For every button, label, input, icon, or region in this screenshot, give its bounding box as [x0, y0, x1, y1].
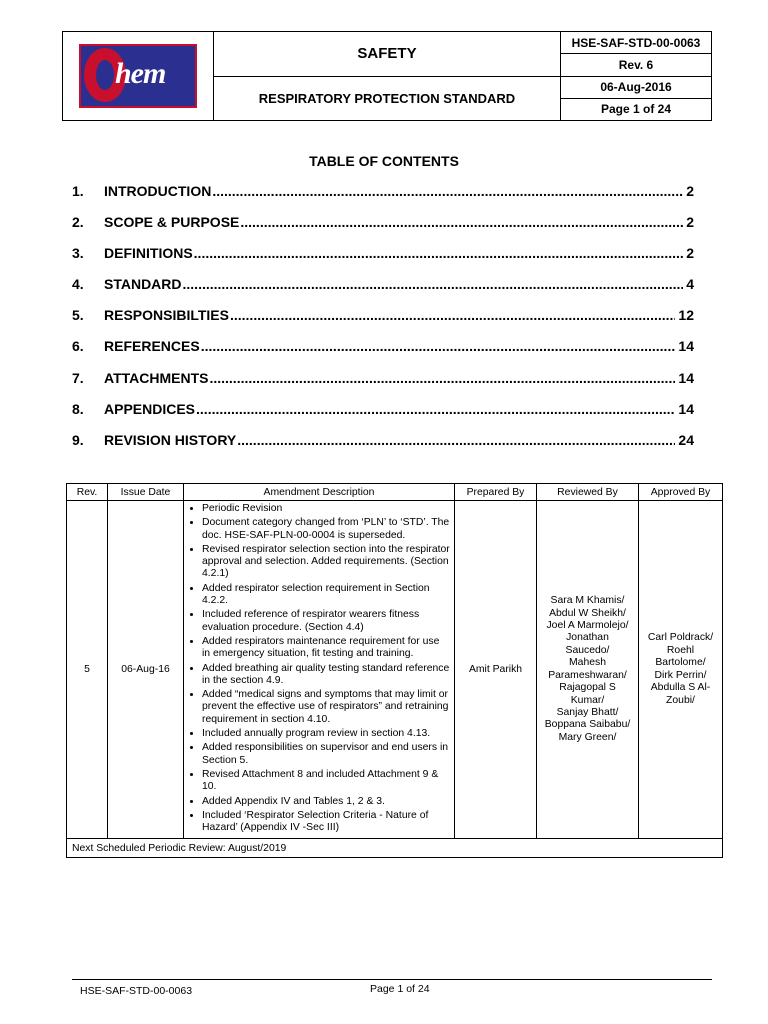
rev-cell: 5	[67, 501, 108, 839]
reviewer-name: Mary Green/	[558, 731, 617, 743]
reviewer-name: Mahesh	[569, 657, 606, 669]
amendment-item: • Included reference of respirator wearers fitness evaluation procedure. (Section 4.4)	[202, 609, 450, 634]
table-row	[67, 839, 723, 858]
toc-leader-dots	[183, 276, 684, 292]
footer-divider	[72, 979, 712, 980]
logo-cell	[63, 32, 214, 121]
toc-entry[interactable]	[72, 245, 694, 276]
toc-entry-number: 5.	[72, 307, 84, 324]
reviewer-name: Rajagopal S	[559, 682, 616, 694]
toc-leader-dots	[230, 307, 675, 323]
document-number: HSE-SAF-STD-00-0063	[561, 32, 712, 54]
toc-entry-page: 12	[678, 307, 694, 324]
toc-entry-label: INTRODUCTION	[104, 183, 212, 199]
reviewer-name: Sara M Khamis/	[550, 595, 625, 607]
toc-entry-page: 2	[686, 183, 694, 199]
footer-page-indicator: Page 1 of 24	[370, 983, 430, 995]
reviewer-name: Saucedo/	[565, 644, 610, 656]
column-header: Rev.	[67, 484, 108, 501]
amendment-item: • Added breathing air quality testing standard reference in the section 4.9.	[202, 663, 450, 688]
approver-name: Abdulla S Al-	[650, 682, 711, 694]
toc-leader-dots	[240, 214, 683, 230]
table-header-row	[67, 484, 723, 501]
document-title: RESPIRATORY PROTECTION STANDARD	[214, 76, 561, 121]
toc-entry-number: 4.	[72, 276, 84, 293]
revision-history-table	[66, 483, 723, 858]
document-header	[62, 31, 712, 121]
amendment-item: • Revised Attachment 8 and included Attachment 9 & 10.	[202, 769, 450, 794]
reviewer-name: Abdul W Sheikh/	[549, 607, 626, 619]
issue-date-cell: 06-Aug-16	[108, 501, 184, 839]
reviewer-name: Jonathan	[566, 632, 609, 644]
toc-entry-label: DEFINITIONS	[104, 245, 193, 262]
column-header: Approved By	[639, 484, 723, 501]
toc-entry-number: 3.	[72, 245, 84, 262]
toc-leader-dots	[209, 370, 675, 386]
toc-entry-label: RESPONSIBILTIES	[104, 307, 229, 324]
reviewer-name: Boppana Saibabu/	[544, 719, 631, 731]
toc-entry[interactable]	[72, 338, 694, 369]
approver-name: Dirk Perrin/	[654, 669, 707, 681]
toc-entry[interactable]	[72, 214, 694, 245]
toc-entry[interactable]	[72, 276, 694, 307]
amendment-item: • Added respirators maintenance requirement for use in emergency situation, fit testing and training.	[202, 636, 450, 661]
amendment-description-cell	[184, 501, 455, 839]
approved-by-cell	[639, 501, 723, 839]
column-header: Issue Date	[108, 484, 184, 501]
toc-entry[interactable]	[72, 432, 694, 463]
approver-name: Carl Poldrack/	[647, 632, 714, 644]
toc-entry-page: 4	[686, 276, 694, 293]
toc-entry-label: ATTACHMENTS	[104, 369, 209, 386]
approver-name: Roehl	[666, 644, 695, 656]
toc-leader-dots	[201, 338, 676, 354]
amendment-list	[186, 503, 450, 834]
toc-entry-label: APPENDICES	[104, 400, 196, 417]
table-of-contents	[72, 183, 694, 463]
amendment-item: • Document category changed from ‘PLN’ to ‘STD’. The doc. HSE-SAF-PLN-00-0004 is superseded.	[202, 517, 450, 542]
qchem-logo: hem	[79, 44, 197, 108]
page-indicator: Page 1 of 24	[561, 98, 712, 120]
toc-leader-dots	[194, 245, 684, 261]
toc-entry-page: 14	[678, 400, 694, 417]
footer-document-number: HSE-SAF-STD-00-0063	[80, 985, 193, 997]
approver-name: Bartolome/	[655, 657, 706, 669]
toc-entry-number: 8.	[72, 400, 84, 417]
table-row	[67, 501, 723, 839]
amendment-item: • Added Appendix IV and Tables 1, 2 & 3.	[202, 796, 450, 808]
reviewer-name: Sanjay Bhatt/	[556, 706, 619, 718]
toc-entry[interactable]	[72, 401, 694, 432]
next-review-cell: Next Scheduled Periodic Review: August/2019	[67, 839, 723, 858]
toc-entry-number: 1.	[72, 183, 84, 199]
toc-entry[interactable]	[72, 307, 694, 338]
toc-entry[interactable]	[72, 370, 694, 401]
revision-number: Rev. 6	[561, 54, 712, 76]
amendment-item: • Periodic Revision	[202, 503, 450, 515]
toc-entry-label: REVISION HISTORY	[104, 431, 237, 448]
toc-entry-page: 2	[686, 245, 694, 262]
toc-entry-page: 14	[678, 338, 694, 355]
reviewer-name: Parameshwaran/	[548, 669, 627, 681]
toc-entry-page: 2	[686, 214, 694, 231]
amendment-item: • Added responsibilities on supervisor and end users in Section 5.	[202, 742, 450, 767]
toc-leader-dots	[212, 183, 683, 199]
amendment-item: • Included ‘Respirator Selection Criteria - Nature of Hazard’ (Appendix IV -Sec III)	[202, 810, 450, 835]
toc-entry-label: REFERENCES	[104, 338, 200, 355]
reviewer-name: Kumar/	[570, 694, 605, 706]
toc-entry-number: 9.	[72, 431, 84, 448]
column-header: Prepared By	[455, 484, 537, 501]
amendment-item: • Added respirator selection requirement in Section 4.2.2.	[202, 583, 450, 608]
document-category: SAFETY	[214, 32, 561, 77]
toc-entry-page: 14	[678, 369, 694, 386]
amendment-item: • Included annually program review in section 4.13.	[202, 728, 450, 740]
amendment-item: • Added “medical signs and symptoms that may limit or prevent the effective use of respirators” and retraining requirement in section 4.10.	[202, 689, 450, 726]
toc-entry-number: 2.	[72, 214, 84, 231]
column-header: Reviewed By	[537, 484, 639, 501]
column-header: Amendment Description	[184, 484, 455, 501]
reviewer-name: Joel A Marmolejo/	[546, 620, 629, 632]
toc-entry-number: 6.	[72, 338, 84, 355]
toc-entry-number: 7.	[72, 369, 84, 386]
toc-title: TABLE OF CONTENTS	[309, 153, 459, 169]
toc-entry-label: SCOPE & PURPOSE	[104, 214, 240, 231]
reviewed-by-cell	[537, 501, 639, 839]
amendment-item: • Revised respirator selection section into the respirator approval and selection. Added requirements. (Section 4.2.1)	[202, 544, 450, 581]
document-date: 06-Aug-2016	[561, 76, 712, 98]
toc-entry-page: 24	[678, 431, 694, 448]
toc-leader-dots	[237, 432, 675, 448]
toc-leader-dots	[196, 401, 675, 417]
approver-name: Zoubi/	[666, 694, 695, 706]
toc-entry-label: STANDARD	[104, 276, 182, 293]
toc-entry[interactable]	[72, 183, 694, 214]
prepared-by-cell: Amit Parikh	[455, 501, 537, 839]
